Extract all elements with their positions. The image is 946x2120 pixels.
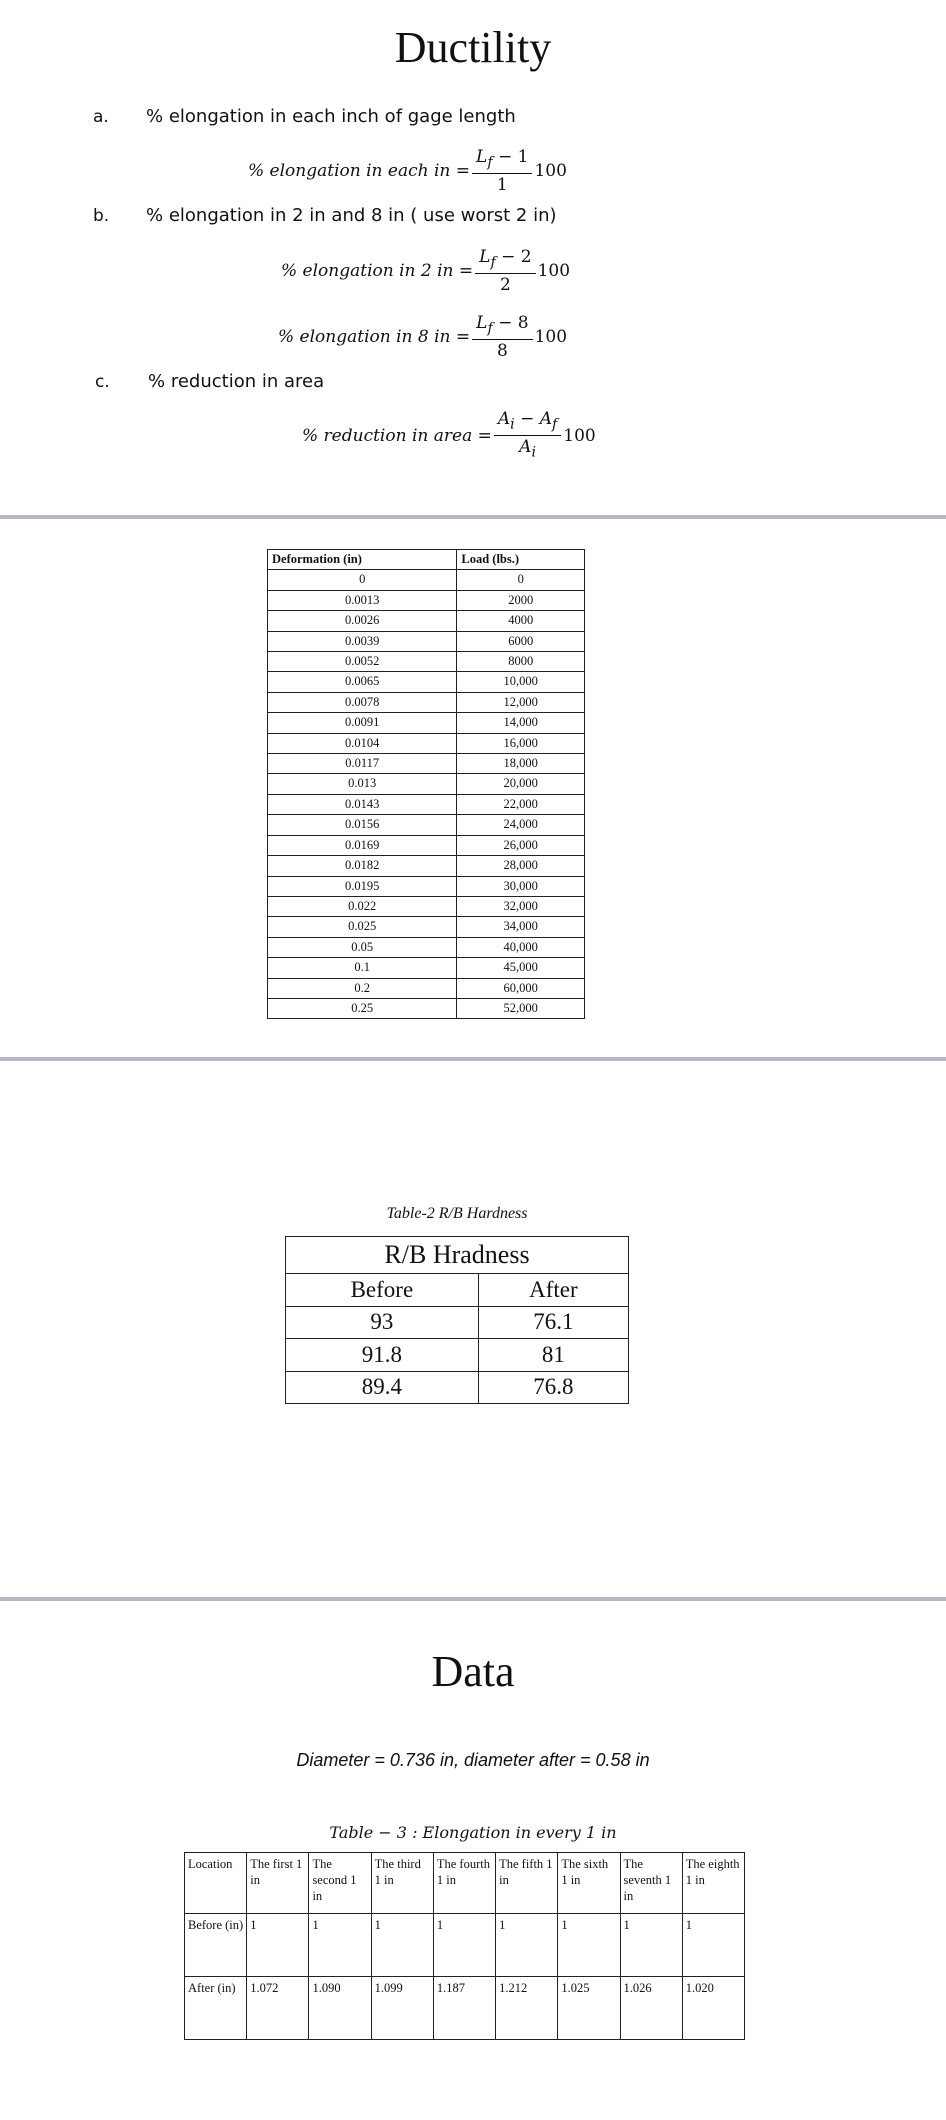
load-cell: 18,000 bbox=[457, 754, 585, 774]
table-row bbox=[268, 876, 585, 896]
eq-each-num-sub: f bbox=[487, 154, 493, 171]
eq-two-den: 2 bbox=[499, 275, 511, 296]
table-cell: 1.025 bbox=[558, 1977, 620, 2040]
equation-elongation-2in bbox=[281, 246, 570, 296]
item-text-c: % reduction in area bbox=[148, 371, 325, 392]
table-cell: 91.8 bbox=[286, 1339, 479, 1372]
eq-eight-num-var: L bbox=[476, 313, 488, 333]
eq-each-num-rest: − 1 bbox=[492, 147, 529, 167]
table-header-cell: The fourth 1 in bbox=[433, 1853, 495, 1914]
table-title-cell: R/B Hradness bbox=[286, 1237, 629, 1274]
table-header-cell: Before bbox=[286, 1274, 479, 1307]
load-cell: 24,000 bbox=[457, 815, 585, 835]
load-cell: 2000 bbox=[457, 590, 585, 610]
table-row bbox=[268, 978, 585, 998]
row-label-cell: Before (in) bbox=[185, 1914, 247, 1977]
table-cell: 89.4 bbox=[286, 1371, 479, 1404]
deformation-cell: 0.05 bbox=[268, 937, 457, 957]
eq-each-fraction bbox=[472, 146, 532, 196]
table-header-cell: Location bbox=[185, 1853, 247, 1914]
deformation-cell: 0.0143 bbox=[268, 794, 457, 814]
table-cell: 81 bbox=[478, 1339, 628, 1372]
table-header-cell: After bbox=[478, 1274, 628, 1307]
hardness-table bbox=[285, 1236, 629, 1404]
table-cell: 1.090 bbox=[309, 1977, 371, 2040]
table-header-cell: The sixth 1 in bbox=[558, 1853, 620, 1914]
table-row bbox=[268, 754, 585, 774]
table-row bbox=[268, 937, 585, 957]
deformation-cell: 0.0026 bbox=[268, 611, 457, 631]
equation-reduction-area bbox=[302, 408, 596, 464]
load-cell: 6000 bbox=[457, 631, 585, 651]
data-title: Data bbox=[431, 1647, 515, 1696]
table-cell: 1.187 bbox=[433, 1977, 495, 2040]
row-label-cell: After (in) bbox=[185, 1977, 247, 2040]
diameter-note: Diameter = 0.736 in, diameter after = 0.58 in bbox=[296, 1750, 650, 1770]
deformation-cell: 0.0156 bbox=[268, 815, 457, 835]
eq-eight-tail: 100 bbox=[534, 327, 568, 348]
section-divider-1 bbox=[0, 515, 946, 519]
eq-eight-den: 8 bbox=[496, 341, 508, 362]
eq-two-num-sub: f bbox=[490, 254, 496, 271]
table3-caption: Table − 3 : Elongation in every 1 in bbox=[329, 1823, 617, 1842]
table-cell: 1.026 bbox=[620, 1977, 682, 2040]
load-cell: 12,000 bbox=[457, 692, 585, 712]
deformation-cell: 0.013 bbox=[268, 774, 457, 794]
eq-area-fraction bbox=[494, 408, 561, 464]
load-cell: 52,000 bbox=[457, 998, 585, 1018]
eq-each-num-var: L bbox=[476, 147, 488, 167]
deformation-cell: 0.0013 bbox=[268, 590, 457, 610]
eq-area-lhs: % reduction in area = bbox=[302, 425, 492, 446]
load-cell: 45,000 bbox=[457, 958, 585, 978]
eq-each-lhs: % elongation in each in = bbox=[248, 161, 471, 182]
table-cell: 1 bbox=[682, 1914, 744, 1977]
section-divider-3 bbox=[0, 1597, 946, 1601]
deformation-cell: 0.0039 bbox=[268, 631, 457, 651]
table-cell: 1 bbox=[433, 1914, 495, 1977]
eq-each-den: 1 bbox=[496, 175, 508, 196]
load-cell: 20,000 bbox=[457, 774, 585, 794]
eq-area-num-a-sub: i bbox=[510, 416, 515, 433]
table-row bbox=[268, 611, 585, 631]
table-row bbox=[268, 917, 585, 937]
table-row bbox=[268, 896, 585, 916]
table-header-cell: The second 1 in bbox=[309, 1853, 371, 1914]
eq-eight-fraction bbox=[472, 312, 532, 362]
table-row bbox=[268, 815, 585, 835]
eq-eight-num-rest: − 8 bbox=[492, 313, 529, 333]
table-row bbox=[268, 998, 585, 1018]
eq-two-num-rest: − 2 bbox=[495, 247, 532, 267]
table-row bbox=[268, 652, 585, 672]
table-header-cell: Deformation (in) bbox=[268, 550, 457, 570]
item-text-a: % elongation in each inch of gage length bbox=[146, 106, 516, 127]
table-row bbox=[268, 570, 585, 590]
eq-area-num-b: A bbox=[539, 409, 553, 429]
table2-caption: Table-2 R/B Hardness bbox=[386, 1205, 528, 1222]
eq-area-num-a: A bbox=[497, 409, 511, 429]
section-divider-2 bbox=[0, 1057, 946, 1061]
table-row bbox=[268, 631, 585, 651]
table-header-cell: The seventh 1 in bbox=[620, 1853, 682, 1914]
table-body bbox=[268, 570, 585, 1019]
table-cell: 76.1 bbox=[478, 1306, 628, 1339]
load-cell: 8000 bbox=[457, 652, 585, 672]
deformation-load-table bbox=[267, 549, 585, 1019]
table-header-cell: Load (lbs.) bbox=[457, 550, 585, 570]
deformation-cell: 0.022 bbox=[268, 896, 457, 916]
load-cell: 30,000 bbox=[457, 876, 585, 896]
load-cell: 40,000 bbox=[457, 937, 585, 957]
table-row bbox=[268, 958, 585, 978]
eq-area-den-sub: i bbox=[531, 444, 536, 461]
deformation-cell: 0.0091 bbox=[268, 713, 457, 733]
table-cell: 1.072 bbox=[247, 1977, 309, 2040]
table-cell: 1 bbox=[247, 1914, 309, 1977]
table-cell: 1 bbox=[371, 1914, 433, 1977]
table-row bbox=[268, 856, 585, 876]
deformation-cell: 0.0182 bbox=[268, 856, 457, 876]
eq-area-den: A bbox=[519, 437, 532, 458]
deformation-cell: 0.1 bbox=[268, 958, 457, 978]
load-cell: 14,000 bbox=[457, 713, 585, 733]
load-cell: 28,000 bbox=[457, 856, 585, 876]
load-cell: 16,000 bbox=[457, 733, 585, 753]
deformation-cell: 0.0195 bbox=[268, 876, 457, 896]
table-row bbox=[268, 713, 585, 733]
load-cell: 22,000 bbox=[457, 794, 585, 814]
load-cell: 34,000 bbox=[457, 917, 585, 937]
eq-two-lhs: % elongation in 2 in = bbox=[281, 261, 474, 282]
table-cell: 1 bbox=[620, 1914, 682, 1977]
table-header-row bbox=[185, 1853, 745, 1914]
table-cell: 1 bbox=[309, 1914, 371, 1977]
table-row bbox=[268, 733, 585, 753]
deformation-cell: 0.0169 bbox=[268, 835, 457, 855]
item-letter-b: b. bbox=[93, 206, 110, 226]
eq-area-num-mid: − bbox=[514, 409, 540, 429]
load-cell: 0 bbox=[457, 570, 585, 590]
eq-each-tail: 100 bbox=[534, 161, 567, 182]
table-header-cell: The first 1 in bbox=[247, 1853, 309, 1914]
table-header-row bbox=[286, 1274, 629, 1307]
table-row bbox=[268, 590, 585, 610]
deformation-cell: 0.25 bbox=[268, 998, 457, 1018]
table-header-row bbox=[268, 550, 585, 570]
table-cell: 76.8 bbox=[478, 1371, 628, 1404]
equation-elongation-each bbox=[248, 146, 567, 196]
table-header-cell: The eighth 1 in bbox=[682, 1853, 744, 1914]
eq-two-fraction bbox=[475, 246, 535, 296]
table-row bbox=[286, 1306, 629, 1339]
table-header-cell: The third 1 in bbox=[371, 1853, 433, 1914]
table-cell: 1.212 bbox=[496, 1977, 558, 2040]
eq-two-tail: 100 bbox=[537, 261, 571, 282]
deformation-cell: 0.0078 bbox=[268, 692, 457, 712]
table-cell: 1 bbox=[496, 1914, 558, 1977]
table-row bbox=[185, 1914, 745, 1977]
table-row bbox=[185, 1977, 745, 2040]
item-letter-c: c. bbox=[95, 372, 110, 392]
eq-area-num-b-sub: f bbox=[552, 416, 558, 433]
table-cell: 1.099 bbox=[371, 1977, 433, 2040]
table-cell: 1 bbox=[558, 1914, 620, 1977]
deformation-cell: 0.025 bbox=[268, 917, 457, 937]
item-text-b: % elongation in 2 in and 8 in ( use worst 2 in) bbox=[146, 205, 557, 226]
load-cell: 26,000 bbox=[457, 835, 585, 855]
deformation-cell: 0 bbox=[268, 570, 457, 590]
load-cell: 60,000 bbox=[457, 978, 585, 998]
table-row bbox=[268, 774, 585, 794]
deformation-cell: 0.0052 bbox=[268, 652, 457, 672]
load-cell: 4000 bbox=[457, 611, 585, 631]
table-row bbox=[268, 672, 585, 692]
eq-area-tail: 100 bbox=[563, 425, 596, 446]
equation-elongation-8in bbox=[278, 312, 567, 362]
table-header-cell: The fifth 1 in bbox=[496, 1853, 558, 1914]
eq-two-num-var: L bbox=[479, 247, 491, 267]
load-cell: 10,000 bbox=[457, 672, 585, 692]
page-title: Ductility bbox=[394, 23, 552, 72]
table-row bbox=[268, 692, 585, 712]
table-cell: 1.020 bbox=[682, 1977, 744, 2040]
table-row bbox=[286, 1371, 629, 1404]
table-row bbox=[268, 835, 585, 855]
eq-eight-lhs: % elongation in 8 in = bbox=[278, 327, 471, 348]
deformation-cell: 0.2 bbox=[268, 978, 457, 998]
eq-eight-num-sub: f bbox=[487, 320, 493, 337]
table-title-row bbox=[286, 1237, 629, 1274]
table-cell: 93 bbox=[286, 1306, 479, 1339]
load-cell: 32,000 bbox=[457, 896, 585, 916]
deformation-cell: 0.0104 bbox=[268, 733, 457, 753]
deformation-cell: 0.0065 bbox=[268, 672, 457, 692]
elongation-table bbox=[184, 1852, 745, 2040]
deformation-cell: 0.0117 bbox=[268, 754, 457, 774]
table-row bbox=[286, 1339, 629, 1372]
item-letter-a: a. bbox=[93, 107, 109, 127]
table-row bbox=[268, 794, 585, 814]
